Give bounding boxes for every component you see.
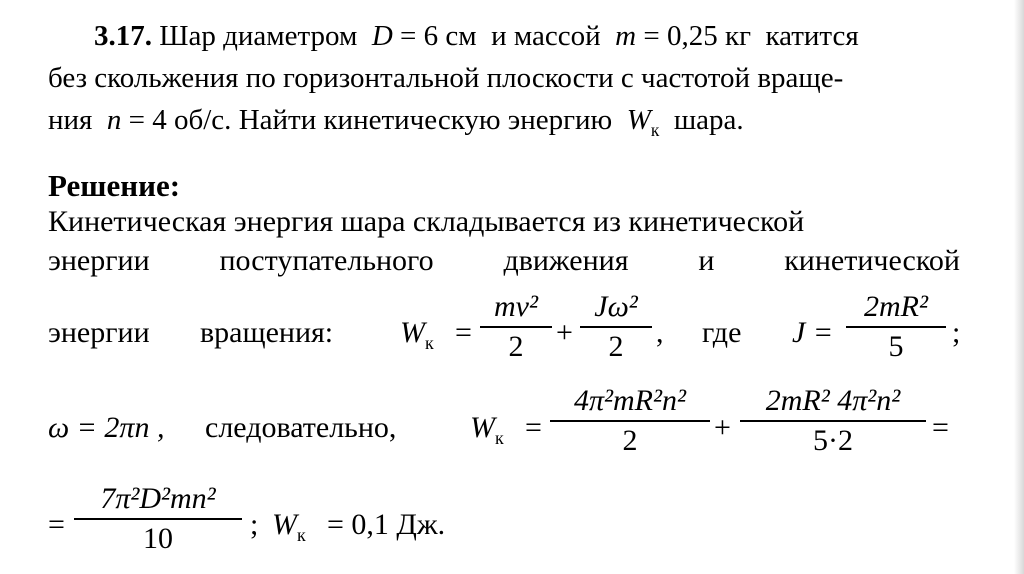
semicolon: ; xyxy=(250,508,259,541)
W-subscript: к xyxy=(297,525,306,545)
solution-heading: Решение: xyxy=(48,168,181,203)
fraction-denominator: 10 xyxy=(143,522,173,555)
problem-line-1 xyxy=(94,22,859,51)
fraction-denominator: 2 xyxy=(608,330,624,363)
fraction-numerator: 2mR² xyxy=(864,290,928,323)
fraction-2mR2-over-5 xyxy=(846,292,946,362)
value-m: = 0,25 кг xyxy=(643,20,751,52)
solution-line-3a: энергии xyxy=(48,316,150,349)
fraction-mv2-over-2 xyxy=(480,292,552,362)
semicolon: ; xyxy=(952,316,961,349)
value-n: = 4 об/с. xyxy=(128,104,232,136)
W-letter: W xyxy=(470,411,495,444)
var-m: m xyxy=(615,20,637,52)
fraction-numerator: 4π²mR²n² xyxy=(573,384,686,417)
word: поступательного xyxy=(219,244,434,277)
problem-text: Шар диаметром xyxy=(159,20,358,52)
problem-line-2: без скольжения по горизонтальной плоскости с частотой враще- xyxy=(48,62,844,94)
fraction-denominator: 2 xyxy=(622,424,638,457)
fraction-denominator: 5 xyxy=(888,330,904,363)
result-value: = 0,1 Дж. xyxy=(327,508,446,541)
subscript-k: к xyxy=(650,119,660,140)
var-W: W xyxy=(626,104,651,136)
W-symbol xyxy=(400,316,434,353)
equals-sign: = xyxy=(48,508,65,541)
problem-text: Найти кинетическую энергию xyxy=(238,104,613,136)
fraction-numerator: mv² xyxy=(494,290,538,323)
problem-line-3 xyxy=(48,104,744,140)
fraction-numerator: Jω² xyxy=(594,290,638,323)
plus-sign: + xyxy=(556,316,573,349)
var-D: D xyxy=(371,20,393,52)
J-lhs: J = xyxy=(792,316,834,349)
W-symbol xyxy=(470,411,504,448)
W-letter: W xyxy=(400,316,425,349)
problem-text: шара. xyxy=(673,104,744,136)
problem-text: и массой xyxy=(491,20,601,52)
fraction-4pi2mR2n2-over-2 xyxy=(550,386,710,456)
word: и xyxy=(698,244,715,277)
equals-sign: = xyxy=(525,411,542,444)
fraction-numerator: 7π²D²mn² xyxy=(100,482,216,515)
W-subscript: к xyxy=(495,428,504,448)
omega-expression: ω = 2πn , xyxy=(48,411,165,444)
problem-number: 3.17. xyxy=(94,20,152,52)
fraction-numerator: 2mR² 4π²n² xyxy=(765,384,901,417)
word: движения xyxy=(503,244,629,277)
value-D: = 6 см xyxy=(400,20,477,52)
problem-text: катится xyxy=(765,20,859,52)
equals-sign: = xyxy=(932,411,949,444)
where-word: где xyxy=(702,316,742,349)
fraction-Jw2-over-2 xyxy=(580,292,652,362)
var-n: n xyxy=(106,104,122,136)
fraction-denominator: 2 xyxy=(508,330,524,363)
fraction-7pi2D2mn2-over-10 xyxy=(74,484,242,554)
plus-sign: + xyxy=(714,411,731,444)
word: кинетической xyxy=(784,244,960,277)
consequently-word: следовательно, xyxy=(205,411,397,444)
word: энергии xyxy=(48,244,150,277)
comma: , xyxy=(656,316,664,349)
W-subscript: к xyxy=(425,333,434,353)
fraction-2mR2-4pi2n2-over-10 xyxy=(740,386,926,456)
equals-sign: = xyxy=(455,316,472,349)
page-edge-shadow xyxy=(1014,0,1024,574)
problem-text: ния xyxy=(48,104,93,136)
solution-line-3b: вращения: xyxy=(200,316,334,349)
fraction-denominator: 5·2 xyxy=(813,424,853,457)
solution-line-2 xyxy=(48,246,960,276)
W-letter: W xyxy=(272,508,297,541)
result-W-symbol xyxy=(272,508,306,545)
solution-line-1: Кинетическая энергия шара складывается из кинетической xyxy=(48,205,805,238)
